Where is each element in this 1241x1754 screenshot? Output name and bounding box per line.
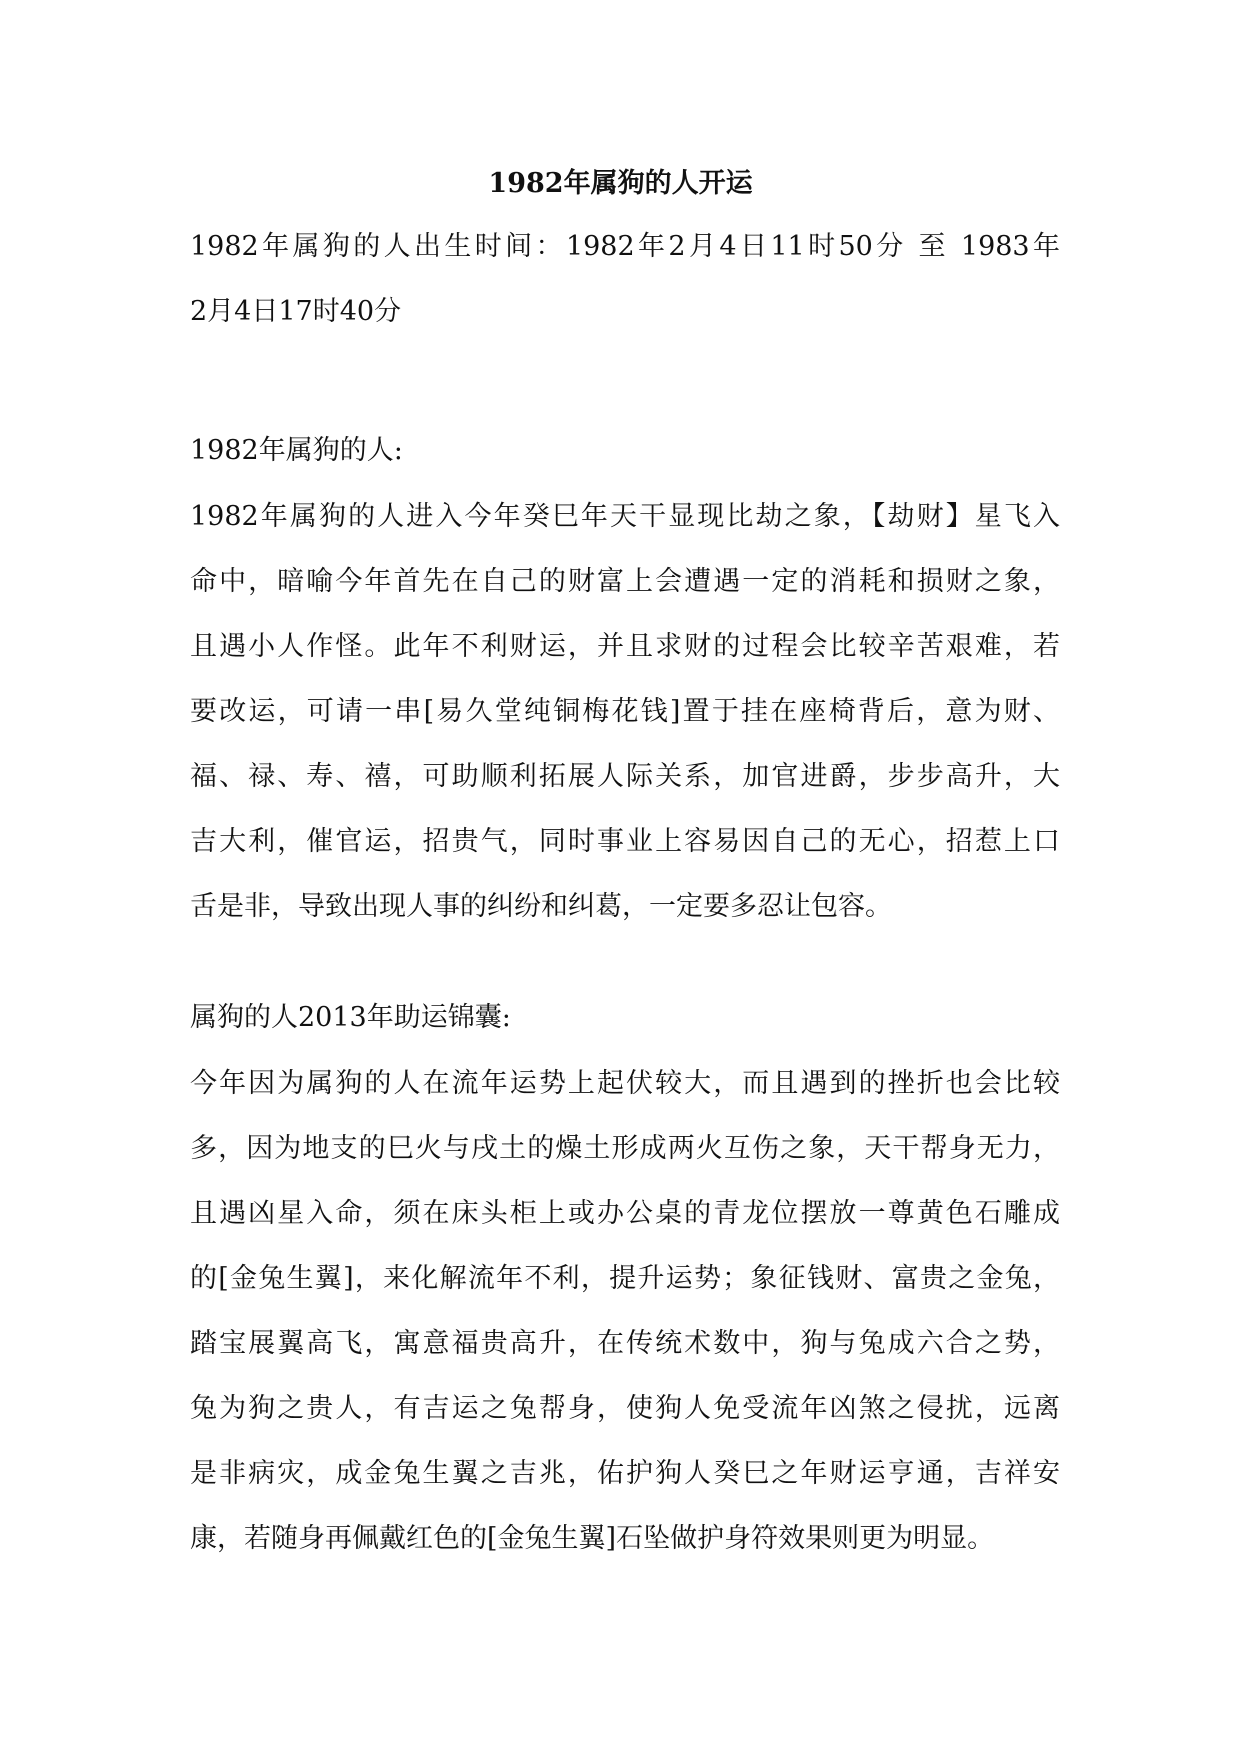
paragraph-line: 是非病灾，成金兔生翼之吉兆，佑护狗人癸巳之年财运亨通，吉祥安 [190, 1458, 1060, 1489]
paragraph-line: 命中，暗喻今年首先在自己的财富上会遭遇一定的消耗和损财之象， [190, 566, 1060, 597]
paragraph-line: 且遇凶星入命，须在床头柜上或办公桌的青龙位摆放一尊黄色石雕成 [190, 1198, 1060, 1229]
paragraph-line: 兔为狗之贵人，有吉运之兔帮身，使狗人免受流年凶煞之侵扰，远离 [190, 1393, 1060, 1424]
paragraph-line: 2月4日17时40分 [190, 296, 402, 327]
paragraph-line: 多，因为地支的巳火与戌土的燥土形成两火互伤之象，天干帮身无力， [190, 1133, 1060, 1164]
paragraph-line: 今年因为属狗的人在流年运势上起伏较大，而且遇到的挫折也会比较 [190, 1068, 1060, 1099]
paragraph-line: 福、禄、寿、禧，可助顺利拓展人际关系，加官进爵，步步高升，大 [190, 761, 1060, 792]
paragraph-line: 康，若随身再佩戴红色的[金兔生翼]石坠做护身符效果则更为明显。 [190, 1523, 995, 1554]
section-1-paragraph [190, 484, 1060, 939]
paragraph-line: 要改运，可请一串[易久堂纯铜梅花钱]置于挂在座椅背后，意为财、 [190, 696, 1060, 727]
section-2-heading: 属狗的人2013年助运锦囊: [190, 1002, 511, 1033]
paragraph-line: 1982年属狗的人出生时间：1982年2月4日11时50分 至 1983年 [190, 231, 1060, 262]
paragraph-line: 且遇小人作怪。此年不利财运，并且求财的过程会比较辛苦艰难，若 [190, 631, 1060, 662]
section-2-paragraph [190, 1051, 1060, 1571]
paragraph-line: 1982年属狗的人进入今年癸巳年天干显现比劫之象，【劫财】星飞入 [190, 501, 1060, 532]
birth-time-paragraph [190, 214, 1060, 344]
section-2-heading-block [190, 985, 1060, 1050]
document-title: 1982年属狗的人开运 [488, 168, 753, 199]
paragraph-line: 舌是非，导致出现人事的纠纷和纠葛，一定要多忍让包容。 [190, 891, 892, 922]
paragraph-line: 踏宝展翼高飞，寓意福贵高升，在传统术数中，狗与兔成六合之势， [190, 1328, 1060, 1359]
paragraph-line: 吉大利，催官运，招贵气，同时事业上容易因自己的无心，招惹上口 [190, 826, 1060, 857]
section-1-heading: 1982年属狗的人: [190, 435, 403, 466]
paragraph-line: 的[金兔生翼]，来化解流年不利，提升运势；象征钱财、富贵之金兔， [190, 1263, 1060, 1294]
section-1-heading-block [190, 418, 1060, 483]
